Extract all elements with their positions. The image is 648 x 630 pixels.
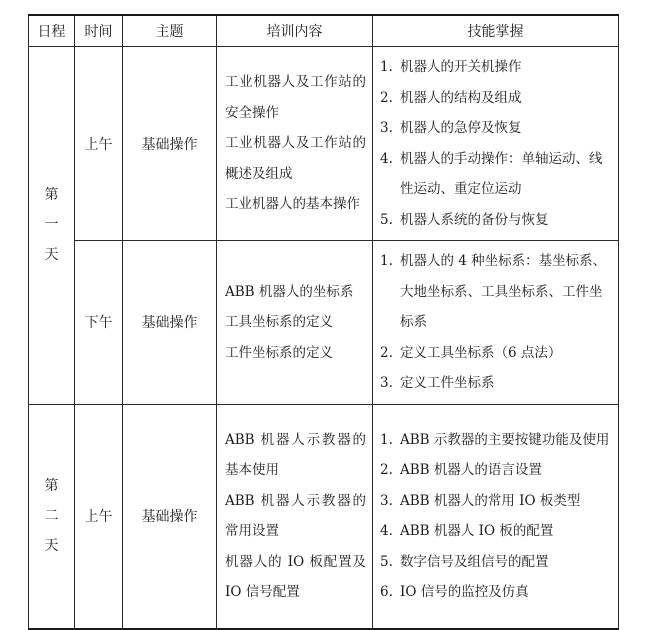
content-item: 工件坐标系的定义 xyxy=(225,344,333,361)
skill-item xyxy=(380,205,614,236)
skill-text: 机器人的手动操作：单轴运动、线性运动、重定位运动 xyxy=(400,150,603,197)
day-char: 天 xyxy=(44,538,59,555)
skills-cell xyxy=(373,404,619,629)
content-cell xyxy=(217,404,373,629)
skill-item xyxy=(380,52,614,83)
skill-number: 6. xyxy=(380,584,393,601)
time-cell: 上午 xyxy=(75,404,123,629)
skill-number: 3. xyxy=(380,492,393,509)
content-item: 机器人的 IO 板配置及 IO 信号配置 xyxy=(225,553,366,601)
skill-item xyxy=(380,486,614,517)
skills-cell xyxy=(373,241,619,405)
time-cell: 上午 xyxy=(75,47,123,241)
header-skills: 技能掌握 xyxy=(373,15,619,47)
content-item: 工业机器人及工作站的概述及组成 xyxy=(225,135,366,182)
content-item: 工业机器人及工作站的安全操作 xyxy=(225,74,366,121)
skill-text: 机器人的急停及恢复 xyxy=(400,120,522,136)
skill-text: 定义工具坐标系（6 点法） xyxy=(400,344,562,361)
skill-number: 1. xyxy=(380,59,393,75)
header-training-content: 培训内容 xyxy=(217,15,373,47)
header-schedule: 日程 xyxy=(29,15,75,47)
skill-number: 4. xyxy=(380,523,393,540)
header-time: 时间 xyxy=(75,15,123,47)
table-row xyxy=(29,241,619,405)
skill-text: 机器人的开关机操作 xyxy=(400,59,522,75)
skill-number: 2. xyxy=(380,344,393,361)
skill-number: 2. xyxy=(380,462,393,479)
day-two-cell xyxy=(29,404,75,629)
skill-item xyxy=(380,516,614,547)
skill-text: 数字信号及组信号的配置 xyxy=(400,553,549,570)
day-char: 一 xyxy=(44,217,59,234)
skill-text: 机器人的结构及组成 xyxy=(400,89,522,106)
day-char: 二 xyxy=(44,508,59,525)
skill-text: 定义工件坐标系 xyxy=(400,375,495,391)
skill-item xyxy=(380,577,614,608)
skill-number: 4. xyxy=(380,150,393,167)
content-item: 工具坐标系的定义 xyxy=(225,314,333,330)
day-char: 天 xyxy=(44,247,59,264)
content-cell xyxy=(217,47,373,241)
skill-item xyxy=(380,547,614,578)
skill-number: 2. xyxy=(380,89,393,106)
skill-number: 3. xyxy=(380,120,393,136)
skill-text: 机器人系统的备份与恢复 xyxy=(400,211,549,228)
time-cell: 下午 xyxy=(75,241,123,405)
day-char: 第 xyxy=(44,478,59,495)
content-item: ABB 机器人的坐标系 xyxy=(225,283,354,300)
skill-text: 机器人的 4 种坐标系：基坐标系、大地坐标系、工具坐标系、工件坐标系 xyxy=(400,253,607,330)
content-item: 工业机器人的基本操作 xyxy=(225,196,360,213)
content-item: ABB 机器人示教器的常用设置 xyxy=(225,492,366,540)
skill-text: ABB 机器人的常用 IO 板类型 xyxy=(400,492,581,509)
skill-number: 1. xyxy=(380,253,393,269)
training-schedule xyxy=(28,14,619,630)
topic-cell: 基础操作 xyxy=(123,47,217,241)
skill-number: 3. xyxy=(380,375,393,391)
skill-item xyxy=(380,368,614,399)
topic-cell: 基础操作 xyxy=(123,241,217,405)
skill-item xyxy=(380,246,614,338)
skill-text: ABB 机器人的语言设置 xyxy=(400,462,542,479)
skill-text: IO 信号的监控及仿真 xyxy=(400,584,529,601)
header-row xyxy=(29,15,619,47)
skill-item xyxy=(380,83,614,114)
content-item: ABB 机器人示教器的基本使用 xyxy=(225,431,366,479)
schedule-table xyxy=(28,14,619,630)
topic-cell: 基础操作 xyxy=(123,404,217,629)
skill-text: ABB 示教器的主要按键功能及使用 xyxy=(400,431,610,448)
skill-item xyxy=(380,425,614,456)
skill-text: ABB 机器人 IO 板的配置 xyxy=(400,523,554,540)
skill-number: 5. xyxy=(380,553,393,570)
table-row xyxy=(29,404,619,629)
table-row xyxy=(29,47,619,241)
skill-number: 1. xyxy=(380,431,393,448)
skill-item xyxy=(380,338,614,369)
day-one-cell xyxy=(29,47,75,405)
skill-number: 5. xyxy=(380,211,393,228)
day-char: 第 xyxy=(44,187,59,204)
header-topic: 主题 xyxy=(123,15,217,47)
skills-cell xyxy=(373,47,619,241)
skill-item xyxy=(380,144,614,205)
content-cell xyxy=(217,241,373,405)
skill-item xyxy=(380,455,614,486)
skill-item xyxy=(380,113,614,144)
